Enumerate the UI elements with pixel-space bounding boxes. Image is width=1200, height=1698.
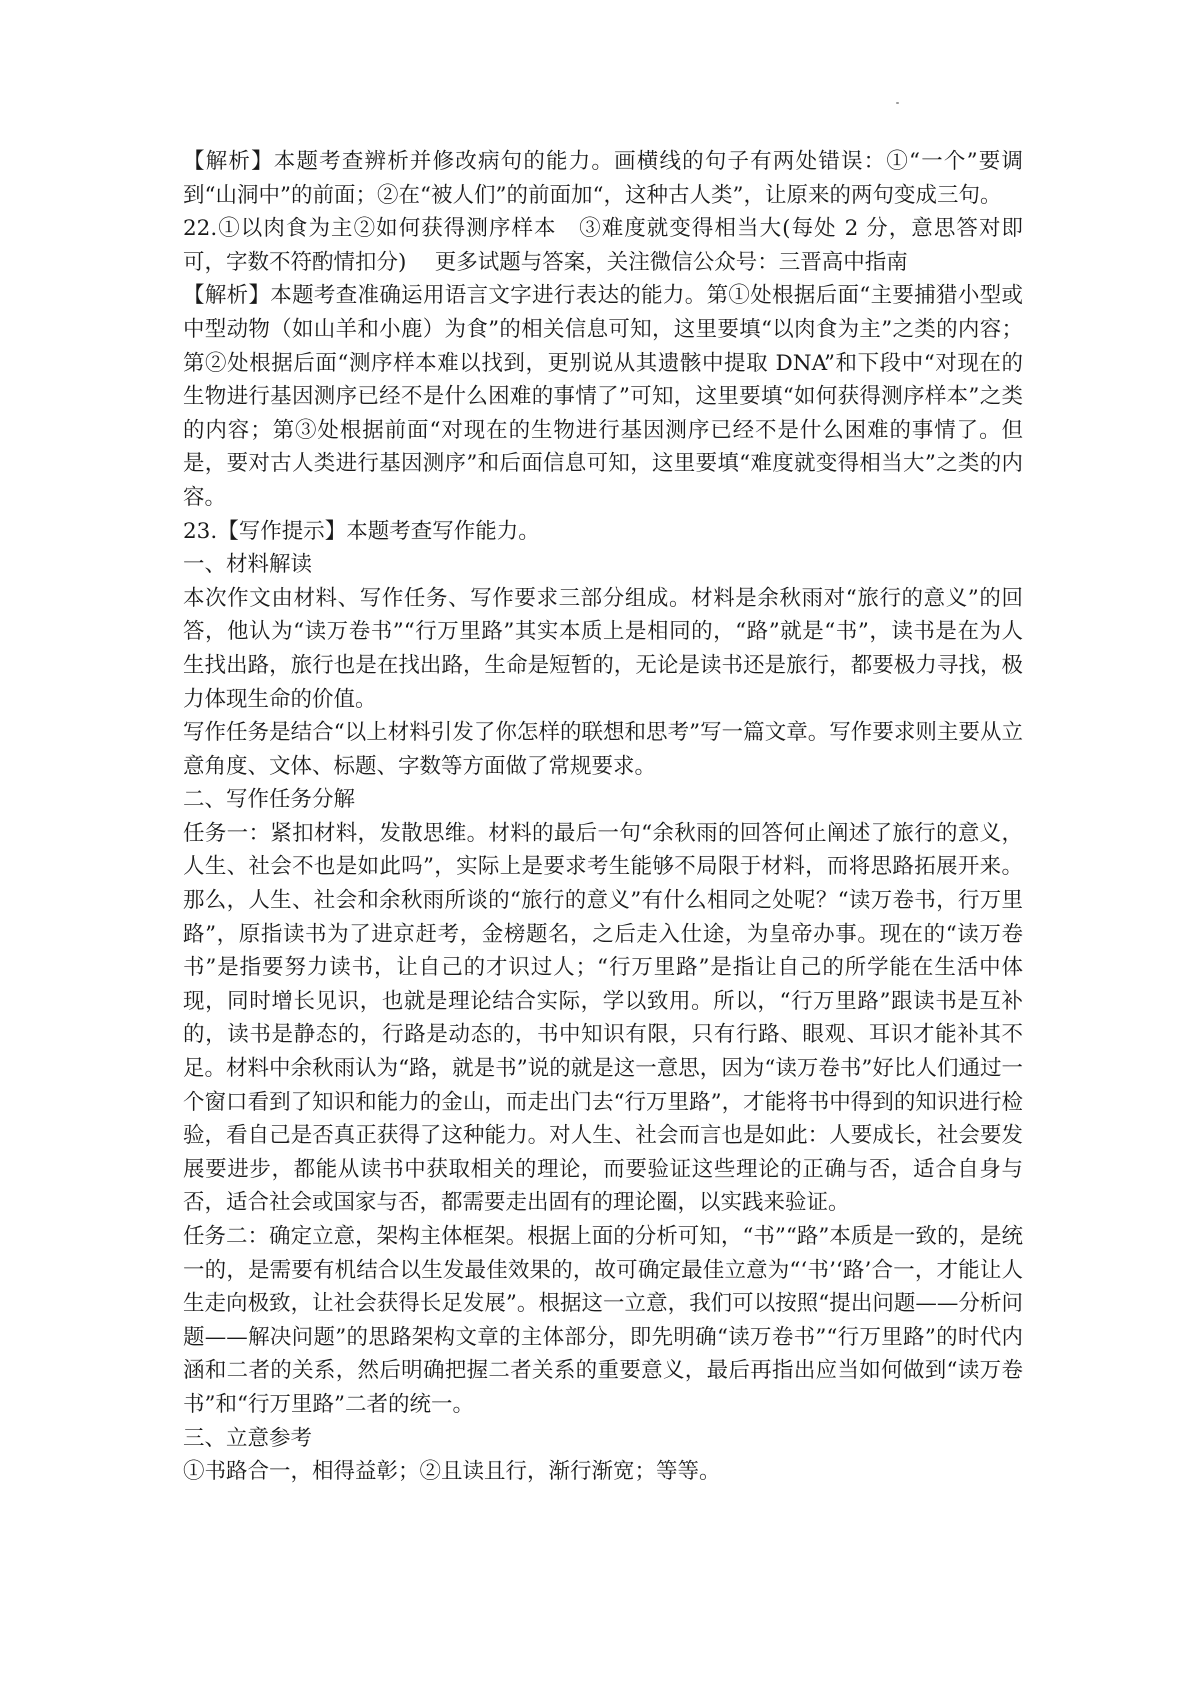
reference-paragraph: ①书路合一，相得益彰；②且读且行，渐行渐宽；等等。 xyxy=(183,1459,721,1485)
section-heading-material: 一、材料解读 xyxy=(183,552,313,578)
scan-speck xyxy=(896,102,899,104)
analysis-paragraph-21: 【解析】本题考查辨析并修改病句的能力。画横线的句子有两处错误：①“一个”要调到“山洞中”的前面；②在“被人们”的前面加“，这种古人类”，让原来的两句变成三句。 xyxy=(183,149,1023,208)
writing-prompt-23: 23.【写作提示】本题考查写作能力。 xyxy=(183,518,540,544)
task-two-paragraph: 任务二：确定立意，架构主体框架。根据上面的分析可知，“书”“路”本质是一致的，是统一的，是需要有机结合以生发最佳效果的，故可确定最佳立意为“‘书’‘路’合一，才能让人生走向极致，让社会获得长足发展”。根据这一立意，我们可以按照“提出问题——分析问题——解决问题”的思路架构文章的主体部分，即先明确“读万卷书”“行万里路”的时代内涵和二者的关系，然后明确把握二者关系的重要意义，最后再指出应当如何做到“读万卷书”和“行万里路”二者的统一。 xyxy=(183,1224,1023,1417)
section-heading-tasks: 二、写作任务分解 xyxy=(183,787,356,813)
analysis-paragraph-22: 【解析】本题考查准确运用语言文字进行表达的能力。第①处根据后面“主要捕猎小型或中型动物（如山羊和小鹿）为食”的相关信息可知，这里要填“以肉食为主”之类的内容；第②处根据后面“测序样本难以找到，更别说从其遗骸中提取 DNA”和下段中“对现在的生物进行基因测序已经不是什么困难的事情了”可知，这里要填“如何获得测序样本”之类的内容；第③处根据前面“对现在的生物进行基因测序已经不是什么困难的事情了。但是，要对古人类进行基因测序”和后面信息可知，这里要填“难度就变得相当大”之类的内容。 xyxy=(183,283,1023,510)
task-requirement-paragraph: 写作任务是结合“以上材料引发了你怎样的联想和思考”写一篇文章。写作要求则主要从立意角度、文体、标题、字数等方面做了常规要求。 xyxy=(183,720,1023,779)
document-body xyxy=(183,145,1023,1489)
section-heading-reference: 三、立意参考 xyxy=(183,1425,313,1451)
task-one-paragraph: 任务一：紧扣材料，发散思维。材料的最后一句“余秋雨的回答何止阐述了旅行的意义，人生、社会不也是如此吗”，实际上是要求考生能够不局限于材料，而将思路拓展开来。那么，人生、社会和余秋雨所谈的“旅行的意义”有什么相同之处呢？“读万卷书，行万里路”，原指读书为了进京赶考，金榜题名，之后走入仕途，为皇帝办事。现在的“读万卷书”是指要努力读书，让自己的才识过人；“行万里路”是指让自己的所学能在生活中体现，同时增长见识，也就是理论结合实际，学以致用。所以，“行万里路”跟读书是互补的，读书是静态的，行路是动态的，书中知识有限，只有行路、眼观、耳识才能补其不足。材料中余秋雨认为“路，就是书”说的就是这一意思，因为“读万卷书”好比人们通过一个窗口看到了知识和能力的金山，而走出门去“行万里路”，才能将书中得到的知识进行检验，看自己是否真正获得了这种能力。对人生、社会而言也是如此：人要成长，社会要发展要进步，都能从读书中获取相关的理论，而要验证这些理论的正确与否，适合自身与否，适合社会或国家与否，都需要走出固有的理论圈，以实践来验证。 xyxy=(183,820,1023,1216)
answer-22: 22.①以肉食为主②如何获得测序样本 ③难度就变得相当大(每处 2 分，意思答对即可，字数不符酌情扣分) 更多试题与答案，关注微信公众号：三晋高中指南 xyxy=(183,216,1023,275)
material-paragraph: 本次作文由材料、写作任务、写作要求三部分组成。材料是余秋雨对“旅行的意义”的回答，他认为“读万卷书”“行万里路”其实本质上是相同的，“路”就是“书”，读书是在为人生找出路，旅行也是在找出路，生命是短暂的，无论是读书还是旅行，都要极力寻找，极力体现生命的价值。 xyxy=(183,585,1023,712)
